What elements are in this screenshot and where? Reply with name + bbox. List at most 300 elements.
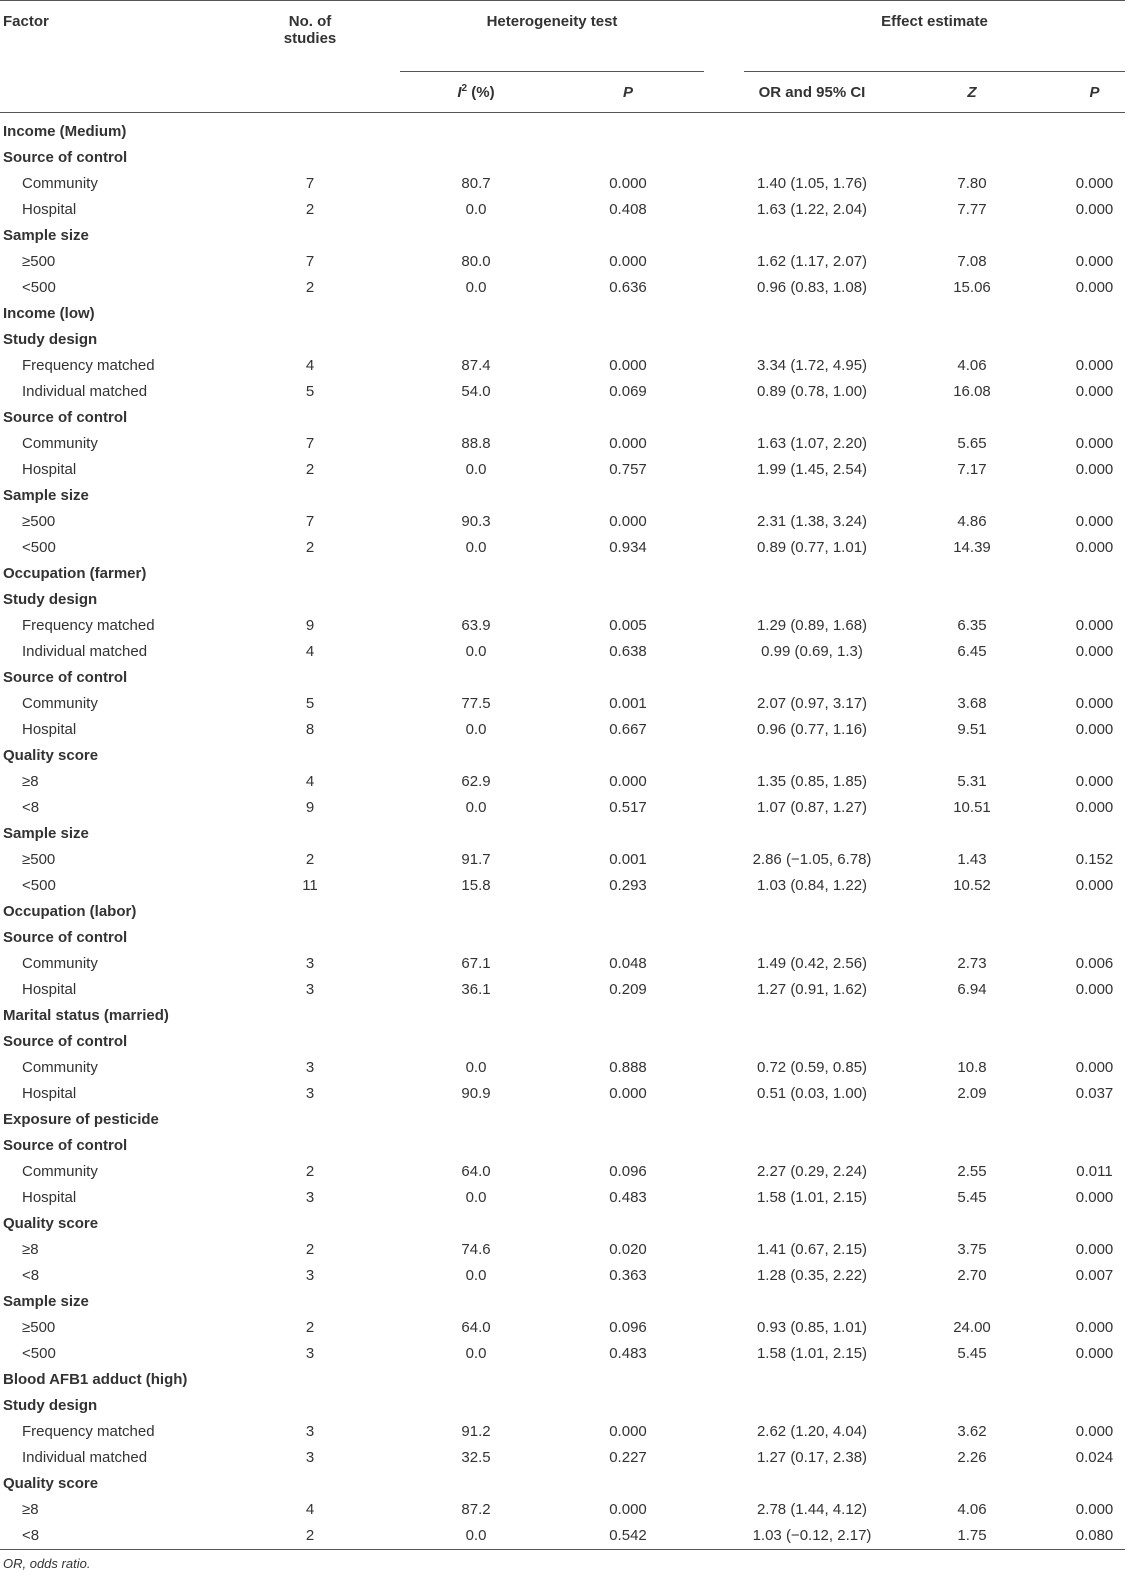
subsection-label: Sample size [3, 227, 89, 244]
cell-or-ci: 1.29 (0.89, 1.68) [756, 617, 868, 634]
cell-spacer [370, 1159, 400, 1185]
cell-spacer [704, 1055, 744, 1081]
cell-spacer [370, 171, 400, 197]
section-row [0, 301, 1125, 327]
row-label: Frequency matched [22, 1423, 155, 1440]
cell-p-heterogeneity: 0.757 [609, 461, 647, 478]
cell-p-effect: 0.000 [1075, 1319, 1114, 1336]
cell-spacer [370, 1445, 400, 1471]
cell-z: 2.55 [957, 1163, 987, 1180]
row-label: Hospital [22, 721, 77, 738]
cell-spacer [370, 379, 400, 405]
subsection-row [0, 1211, 1125, 1237]
subsection-label: Source of control [3, 149, 128, 166]
cell-i2: 0.0 [465, 1527, 487, 1544]
cell-no-of-studies: 5 [305, 695, 315, 712]
cell-z: 5.45 [957, 1345, 987, 1362]
subsection-label: Sample size [3, 1293, 89, 1310]
table-row [0, 457, 1125, 483]
cell-p-effect: 0.000 [1075, 1059, 1114, 1076]
cell-z: 6.94 [957, 981, 987, 998]
cell-p-effect: 0.000 [1075, 1189, 1114, 1206]
cell-or-ci: 1.99 (1.45, 2.54) [756, 461, 868, 478]
cell-spacer [704, 509, 744, 535]
cell-spacer [704, 691, 744, 717]
cell-empty [250, 327, 1125, 353]
cell-spacer [704, 717, 744, 743]
cell-empty [250, 561, 1125, 587]
table-row [0, 769, 1125, 795]
cell-spacer [704, 613, 744, 639]
cell-empty [250, 587, 1125, 613]
cell-spacer [704, 769, 744, 795]
cell-spacer [704, 1315, 744, 1341]
cell-p-effect: 0.080 [1075, 1527, 1114, 1544]
cell-p-heterogeneity: 0.209 [609, 981, 647, 998]
cell-spacer [704, 795, 744, 821]
cell-no-of-studies: 3 [305, 1345, 315, 1362]
cell-p-heterogeneity: 0.483 [609, 1189, 647, 1206]
row-label: Community [22, 695, 98, 712]
subsection-row [0, 405, 1125, 431]
subsection-row [0, 1133, 1125, 1159]
cell-no-of-studies: 8 [305, 721, 315, 738]
row-label: Individual matched [22, 643, 148, 660]
table-footnote: OR, odds ratio. [3, 1556, 91, 1571]
table-row [0, 1523, 1125, 1549]
cell-z: 14.39 [953, 539, 991, 556]
cell-p-heterogeneity: 0.001 [609, 851, 647, 868]
cell-or-ci: 1.03 (−0.12, 2.17) [752, 1527, 872, 1544]
cell-i2: 0.0 [465, 201, 487, 218]
header-i2 [400, 72, 552, 113]
cell-or-ci: 2.27 (0.29, 2.24) [756, 1163, 868, 1180]
table-row [0, 509, 1125, 535]
cell-p-effect: 0.000 [1075, 695, 1114, 712]
cell-p-heterogeneity: 0.483 [609, 1345, 647, 1362]
cell-no-of-studies: 2 [305, 1527, 315, 1544]
header-factor: Factor [0, 1, 250, 113]
cell-spacer [704, 1419, 744, 1445]
cell-spacer [370, 275, 400, 301]
header-or-ci: OR and 95% CI [744, 72, 880, 113]
row-label: Community [22, 955, 98, 972]
row-label: <8 [22, 799, 40, 816]
subsection-label: Study design [3, 591, 98, 608]
subsection-label: Source of control [3, 669, 128, 686]
row-label: <500 [22, 877, 56, 894]
cell-p-effect: 0.011 [1076, 1163, 1113, 1180]
cell-z: 1.43 [957, 851, 987, 868]
cell-p-heterogeneity: 0.517 [609, 799, 647, 816]
header-studies-line1: No. of [288, 13, 332, 30]
row-label: ≥8 [22, 1241, 39, 1258]
cell-p-effect: 0.000 [1075, 461, 1114, 478]
cell-or-ci: 1.49 (0.42, 2.56) [756, 955, 868, 972]
cell-spacer [704, 847, 744, 873]
cell-spacer [704, 951, 744, 977]
cell-no-of-studies: 5 [305, 383, 315, 400]
cell-p-effect: 0.000 [1075, 383, 1114, 400]
table-row [0, 1185, 1125, 1211]
cell-i2: 64.0 [461, 1319, 491, 1336]
cell-empty [250, 1367, 1125, 1393]
cell-empty [250, 1029, 1125, 1055]
cell-empty [250, 821, 1125, 847]
cell-spacer [704, 1185, 744, 1211]
row-label: <500 [22, 539, 56, 556]
row-label: ≥500 [22, 1319, 56, 1336]
row-label: <8 [22, 1527, 40, 1544]
section-row [0, 561, 1125, 587]
table-row [0, 1497, 1125, 1523]
cell-p-heterogeneity: 0.000 [609, 253, 647, 270]
cell-or-ci: 1.41 (0.67, 2.15) [756, 1241, 868, 1258]
cell-spacer [370, 873, 400, 899]
cell-p-heterogeneity: 0.638 [609, 643, 647, 660]
cell-no-of-studies: 3 [305, 955, 315, 972]
section-label: Occupation (farmer) [3, 565, 147, 582]
cell-empty [250, 1393, 1125, 1419]
row-label: Frequency matched [22, 357, 155, 374]
subsection-label: Source of control [3, 409, 128, 426]
cell-spacer [370, 717, 400, 743]
cell-i2: 87.4 [461, 357, 491, 374]
cell-or-ci: 0.96 (0.77, 1.16) [756, 721, 868, 738]
cell-or-ci: 2.07 (0.97, 3.17) [756, 695, 868, 712]
cell-or-ci: 2.62 (1.20, 4.04) [756, 1423, 868, 1440]
header-p-heterogeneity: P [552, 72, 704, 113]
row-label: Community [22, 1059, 98, 1076]
table-row [0, 1341, 1125, 1367]
cell-z: 6.45 [957, 643, 987, 660]
cell-p-effect: 0.000 [1075, 539, 1114, 556]
cell-spacer [370, 691, 400, 717]
cell-p-heterogeneity: 0.408 [609, 201, 647, 218]
cell-empty [250, 1289, 1125, 1315]
row-label: <8 [22, 1267, 40, 1284]
header-i2-sup: 2 [461, 82, 468, 94]
cell-p-heterogeneity: 0.001 [609, 695, 647, 712]
table-body [0, 113, 1125, 1550]
cell-i2: 80.7 [461, 175, 491, 192]
cell-p-heterogeneity: 0.000 [609, 175, 647, 192]
cell-i2: 64.0 [461, 1163, 491, 1180]
table-row [0, 275, 1125, 301]
cell-z: 7.08 [957, 253, 987, 270]
cell-spacer [370, 769, 400, 795]
subsection-label: Source of control [3, 929, 128, 946]
cell-or-ci: 0.96 (0.83, 1.08) [756, 279, 868, 296]
cell-no-of-studies: 2 [305, 1163, 315, 1180]
cell-empty [250, 223, 1125, 249]
cell-or-ci: 1.03 (0.84, 1.22) [756, 877, 868, 894]
cell-i2: 54.0 [461, 383, 491, 400]
cell-p-heterogeneity: 0.000 [609, 773, 647, 790]
subsection-row [0, 665, 1125, 691]
cell-no-of-studies: 4 [305, 773, 315, 790]
cell-z: 3.62 [957, 1423, 987, 1440]
cell-empty [250, 665, 1125, 691]
cell-p-effect: 0.000 [1075, 643, 1114, 660]
section-label: Occupation (labor) [3, 903, 137, 920]
subsection-row [0, 925, 1125, 951]
cell-p-heterogeneity: 0.000 [609, 1423, 647, 1440]
cell-spacer [704, 1445, 744, 1471]
cell-spacer [704, 275, 744, 301]
row-label: Hospital [22, 1085, 77, 1102]
header-i2-unit: (%) [467, 83, 495, 101]
cell-spacer [704, 1523, 744, 1549]
subsection-label: Quality score [3, 747, 99, 764]
cell-empty [250, 483, 1125, 509]
cell-no-of-studies: 3 [305, 1267, 315, 1284]
cell-spacer [370, 1419, 400, 1445]
cell-z: 9.51 [957, 721, 987, 738]
cell-spacer [704, 873, 744, 899]
cell-p-effect: 0.000 [1075, 279, 1114, 296]
cell-empty [250, 899, 1125, 925]
subsection-label: Sample size [3, 487, 89, 504]
cell-or-ci: 0.51 (0.03, 1.00) [756, 1085, 868, 1102]
table-row [0, 379, 1125, 405]
cell-p-heterogeneity: 0.005 [609, 617, 647, 634]
row-label: Community [22, 435, 98, 452]
header-heterogeneity-test: Heterogeneity test [400, 1, 704, 72]
cell-p-effect: 0.152 [1075, 851, 1114, 868]
subsection-row [0, 587, 1125, 613]
table-row [0, 171, 1125, 197]
cell-p-heterogeneity: 0.667 [609, 721, 647, 738]
cell-or-ci: 1.07 (0.87, 1.27) [756, 799, 868, 816]
cell-z: 2.09 [957, 1085, 987, 1102]
cell-empty [250, 405, 1125, 431]
table-row [0, 1081, 1125, 1107]
cell-i2: 0.0 [465, 1345, 487, 1362]
table-row [0, 197, 1125, 223]
cell-i2: 32.5 [461, 1449, 491, 1466]
subsection-row [0, 743, 1125, 769]
cell-i2: 0.0 [465, 461, 487, 478]
cell-or-ci: 2.78 (1.44, 4.12) [756, 1501, 868, 1518]
cell-spacer [704, 1159, 744, 1185]
row-label: Community [22, 1163, 98, 1180]
row-label: Individual matched [22, 1449, 148, 1466]
header-spacer [370, 1, 400, 72]
row-label: ≥8 [22, 773, 39, 790]
subsection-label: Sample size [3, 825, 89, 842]
table-row [0, 873, 1125, 899]
cell-spacer [370, 613, 400, 639]
subsection-row [0, 1029, 1125, 1055]
subsection-row [0, 1471, 1125, 1497]
cell-or-ci: 1.62 (1.17, 2.07) [756, 253, 868, 270]
cell-z: 5.45 [957, 1189, 987, 1206]
cell-p-heterogeneity: 0.363 [609, 1267, 647, 1284]
cell-no-of-studies: 9 [305, 799, 315, 816]
subsection-label: Study design [3, 331, 98, 348]
header-spacer [704, 1, 744, 72]
subsection-row [0, 145, 1125, 171]
cell-z: 10.52 [953, 877, 991, 894]
table-row [0, 613, 1125, 639]
cell-spacer [704, 249, 744, 275]
cell-spacer [704, 1237, 744, 1263]
row-label: ≥8 [22, 1501, 39, 1518]
cell-spacer [704, 1497, 744, 1523]
cell-p-effect: 0.000 [1075, 981, 1114, 998]
cell-or-ci: 1.27 (0.17, 2.38) [756, 1449, 868, 1466]
cell-p-effect: 0.000 [1075, 1501, 1114, 1518]
table-row [0, 1445, 1125, 1471]
row-label: <500 [22, 1345, 56, 1362]
cell-no-of-studies: 11 [302, 877, 318, 894]
subsection-row [0, 1393, 1125, 1419]
cell-or-ci: 1.27 (0.91, 1.62) [756, 981, 868, 998]
table-header [0, 1, 1125, 113]
cell-spacer [370, 1315, 400, 1341]
row-label: Hospital [22, 201, 77, 218]
cell-p-effect: 0.006 [1075, 955, 1114, 972]
row-label: ≥500 [22, 253, 56, 270]
cell-no-of-studies: 9 [305, 617, 315, 634]
cell-z: 3.75 [957, 1241, 987, 1258]
header-no-of-studies [250, 1, 370, 113]
row-label: ≥500 [22, 513, 56, 530]
cell-spacer [370, 249, 400, 275]
cell-or-ci: 0.99 (0.69, 1.3) [761, 643, 863, 660]
row-label: Community [22, 175, 98, 192]
cell-i2: 90.3 [461, 513, 491, 530]
table-row [0, 353, 1125, 379]
section-row [0, 1367, 1125, 1393]
cell-no-of-studies: 3 [305, 981, 315, 998]
subsection-row [0, 1289, 1125, 1315]
cell-spacer [370, 639, 400, 665]
cell-spacer [704, 1341, 744, 1367]
cell-p-effect: 0.000 [1075, 175, 1114, 192]
cell-p-heterogeneity: 0.000 [609, 435, 647, 452]
cell-p-heterogeneity: 0.000 [609, 513, 647, 530]
cell-z: 1.75 [957, 1527, 987, 1544]
cell-spacer [370, 847, 400, 873]
cell-z: 10.8 [957, 1059, 987, 1076]
cell-p-effect: 0.000 [1075, 799, 1114, 816]
cell-empty [250, 145, 1125, 171]
row-label: Hospital [22, 981, 77, 998]
cell-p-effect: 0.000 [1075, 1241, 1114, 1258]
header-z: Z [880, 72, 1064, 113]
header-i2-letter: I [457, 83, 462, 101]
cell-no-of-studies: 7 [305, 175, 315, 192]
header-spacer [370, 72, 400, 113]
cell-spacer [370, 535, 400, 561]
cell-empty [250, 113, 1125, 146]
cell-no-of-studies: 2 [305, 1241, 315, 1258]
cell-z: 7.77 [957, 201, 987, 218]
cell-p-effect: 0.024 [1075, 1449, 1114, 1466]
cell-z: 10.51 [953, 799, 991, 816]
section-row [0, 1003, 1125, 1029]
cell-spacer [370, 353, 400, 379]
cell-spacer [370, 457, 400, 483]
cell-no-of-studies: 3 [305, 1423, 315, 1440]
cell-no-of-studies: 3 [305, 1189, 315, 1206]
cell-p-heterogeneity: 0.069 [609, 383, 647, 400]
table-row [0, 1237, 1125, 1263]
cell-z: 4.06 [957, 1501, 987, 1518]
cell-i2: 0.0 [465, 1267, 487, 1284]
cell-no-of-studies: 2 [305, 279, 315, 296]
cell-p-heterogeneity: 0.000 [609, 357, 647, 374]
row-label: Hospital [22, 1189, 77, 1206]
cell-z: 5.65 [957, 435, 987, 452]
cell-p-effect: 0.000 [1075, 721, 1114, 738]
cell-spacer [704, 457, 744, 483]
subsection-label: Study design [3, 1397, 98, 1414]
cell-p-heterogeneity: 0.096 [609, 1319, 647, 1336]
cell-spacer [704, 353, 744, 379]
row-label: Hospital [22, 461, 77, 478]
cell-i2: 62.9 [461, 773, 491, 790]
row-label: <500 [22, 279, 56, 296]
cell-spacer [370, 197, 400, 223]
cell-p-heterogeneity: 0.636 [609, 279, 647, 296]
cell-spacer [370, 1055, 400, 1081]
row-label: Individual matched [22, 383, 148, 400]
cell-or-ci: 1.58 (1.01, 2.15) [756, 1189, 868, 1206]
cell-spacer [370, 1341, 400, 1367]
cell-or-ci: 2.86 (−1.05, 6.78) [752, 851, 872, 868]
cell-spacer [704, 977, 744, 1003]
cell-no-of-studies: 7 [305, 253, 315, 270]
cell-z: 7.80 [957, 175, 987, 192]
cell-no-of-studies: 7 [305, 435, 315, 452]
cell-i2: 0.0 [465, 643, 487, 660]
table-row [0, 951, 1125, 977]
cell-p-effect: 0.000 [1075, 201, 1114, 218]
table-row [0, 847, 1125, 873]
cell-spacer [370, 1497, 400, 1523]
table-row [0, 249, 1125, 275]
cell-z: 2.26 [957, 1449, 987, 1466]
cell-i2: 0.0 [465, 1189, 487, 1206]
section-label: Income (Medium) [3, 123, 127, 140]
cell-empty [250, 743, 1125, 769]
cell-spacer [704, 1263, 744, 1289]
cell-or-ci: 0.89 (0.78, 1.00) [756, 383, 868, 400]
cell-or-ci: 1.35 (0.85, 1.85) [756, 773, 868, 790]
cell-spacer [704, 1081, 744, 1107]
table-row [0, 1263, 1125, 1289]
cell-no-of-studies: 3 [305, 1449, 315, 1466]
cell-z: 2.70 [957, 1267, 987, 1284]
subsection-label: Quality score [3, 1475, 99, 1492]
cell-p-effect: 0.000 [1075, 435, 1114, 452]
cell-empty [250, 1107, 1125, 1133]
cell-or-ci: 2.31 (1.38, 3.24) [756, 513, 868, 530]
subsection-label: Source of control [3, 1033, 128, 1050]
section-row [0, 899, 1125, 925]
cell-or-ci: 0.72 (0.59, 0.85) [756, 1059, 868, 1076]
cell-spacer [370, 1263, 400, 1289]
section-label: Blood AFB1 adduct (high) [3, 1371, 188, 1388]
cell-p-effect: 0.000 [1075, 513, 1114, 530]
cell-i2: 0.0 [465, 799, 487, 816]
row-label: Frequency matched [22, 617, 155, 634]
cell-z: 16.08 [953, 383, 991, 400]
cell-empty [250, 1003, 1125, 1029]
